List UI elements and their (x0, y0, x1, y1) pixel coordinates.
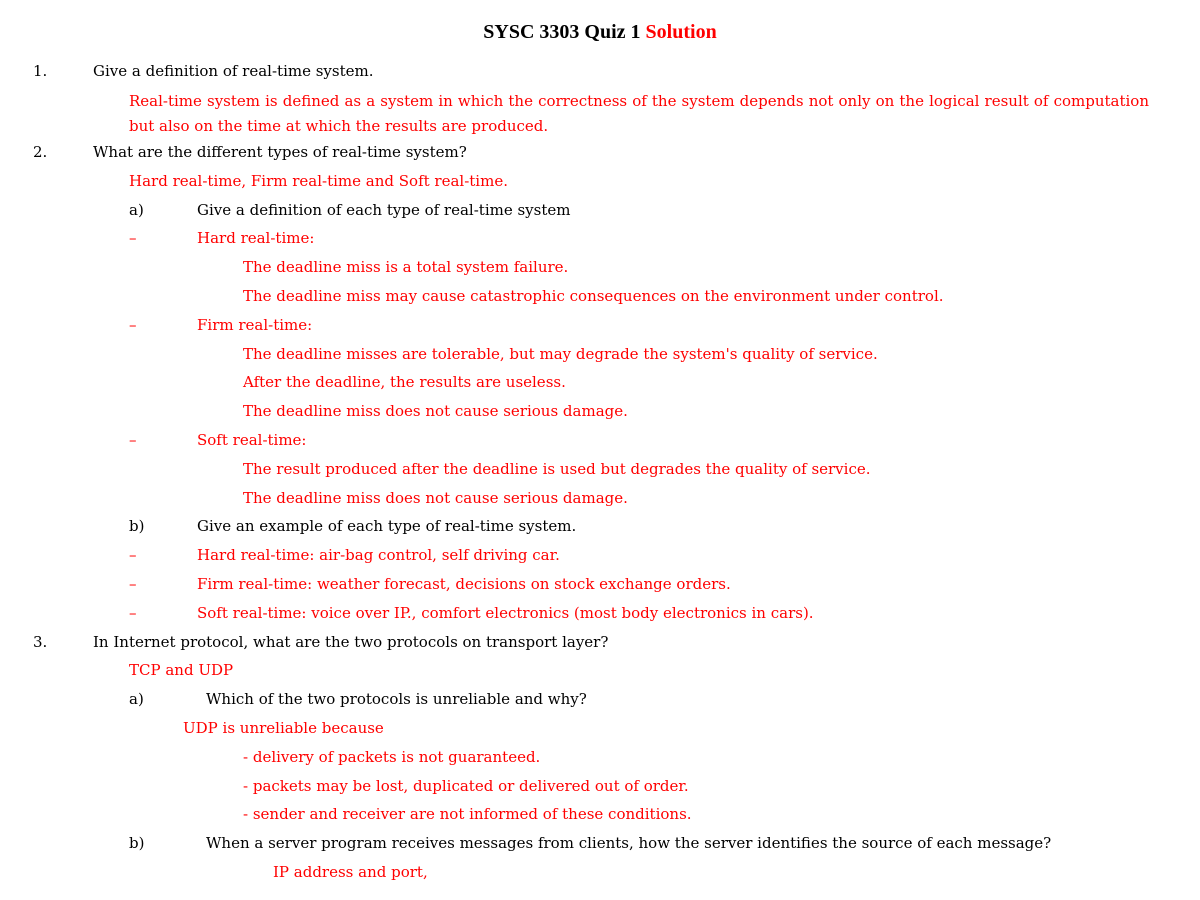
q2a-soft-point-1: The result produced after the deadline is used but degrades the quality of service. (243, 460, 871, 478)
q3-answer: TCP and UDP (129, 661, 234, 679)
q3a-point-1: - delivery of packets is not guaranteed. (243, 748, 541, 766)
q2b-example-dash-1: – (129, 546, 137, 564)
q2b-example-1: Hard real-time: air-bag control, self driving car. (197, 546, 560, 564)
q2-number: 2. (33, 143, 48, 161)
q3a-label: a) (129, 690, 144, 708)
q2a-hard-dash: – (129, 229, 137, 247)
q3-question: In Internet protocol, what are the two protocols on transport layer? (93, 633, 609, 651)
q2b-example-dash-3: – (129, 604, 137, 622)
q3-number: 3. (33, 633, 48, 651)
q2a-soft-dash: – (129, 431, 137, 449)
q2a-hard-point-1: The deadline miss is a total system failure. (243, 258, 569, 276)
q2b-example-dash-2: – (129, 575, 137, 593)
q2a-hard-point-2: The deadline miss may cause catastrophic consequences on the environment under control. (243, 287, 944, 305)
q2b-example-2: Firm real-time: weather forecast, decisions on stock exchange orders. (197, 575, 731, 593)
q2a-question: Give a definition of each type of real-time system (197, 201, 571, 219)
q3b-label: b) (129, 834, 145, 852)
q2a-soft-point-2: The deadline miss does not cause serious damage. (243, 489, 628, 507)
q1-question: Give a definition of real-time system. (93, 62, 374, 80)
q3a-point-2: - packets may be lost, duplicated or delivered out of order. (243, 777, 689, 795)
q2b-label: b) (129, 517, 145, 535)
q2-question: What are the different types of real-time system? (93, 143, 467, 161)
q2a-soft-label: Soft real-time: (197, 431, 307, 449)
q3a-answer: UDP is unreliable because (183, 719, 384, 737)
q3b-answer: IP address and port, (273, 863, 428, 881)
q2a-firm-dash: – (129, 316, 137, 334)
title-main: SYSC 3303 Quiz 1 (483, 21, 641, 43)
q3b-question: When a server program receives messages from clients, how the server identifies the source of each message? (206, 834, 1052, 852)
q2-answer: Hard real-time, Firm real-time and Soft real-time. (129, 172, 508, 190)
q2a-hard-label: Hard real-time: (197, 229, 315, 247)
q2a-firm-point-1: The deadline misses are tolerable, but may degrade the system's quality of service. (243, 345, 878, 363)
q3a-question: Which of the two protocols is unreliable and why? (206, 690, 587, 708)
q2a-label: a) (129, 201, 144, 219)
title-solution: Solution (645, 21, 717, 43)
q2a-firm-label: Firm real-time: (197, 316, 313, 334)
q2b-question: Give an example of each type of real-time system. (197, 517, 577, 535)
q2b-example-3: Soft real-time: voice over IP., comfort electronics (most body electronics in cars). (197, 604, 814, 622)
q3a-point-3: - sender and receiver are not informed of these conditions. (243, 805, 692, 823)
q2a-firm-point-2: After the deadline, the results are useless. (243, 373, 566, 391)
q1-answer: Real-time system is defined as a system in which the correctness of the system depends not only on the logical result of computation but also on the time at which the results are produced. (129, 92, 1149, 135)
page-title (0, 19, 1200, 45)
q2a-firm-point-3: The deadline miss does not cause serious damage. (243, 402, 628, 420)
q1-number: 1. (33, 62, 48, 80)
